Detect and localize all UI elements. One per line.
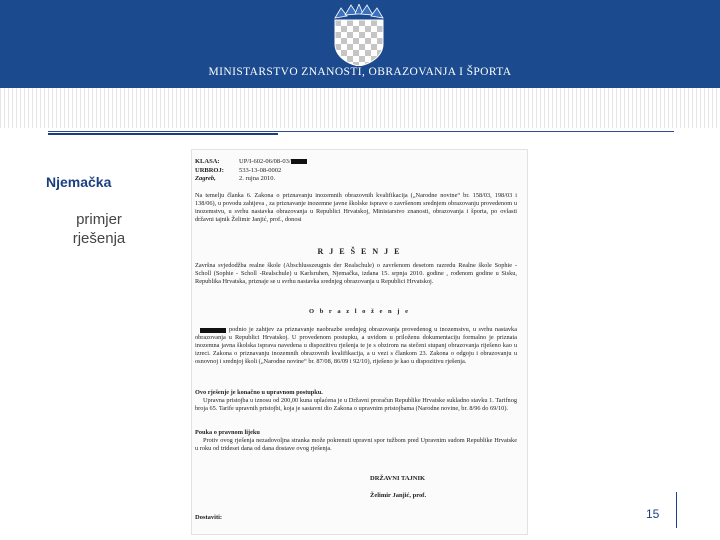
title-rule xyxy=(48,131,674,132)
decorative-stripes xyxy=(0,88,720,128)
fee-note: Upravna pristojba u iznosu od 200,00 kuna uplaćena je u Državni proračun Republike Hrvatske sukladno stavku 1. Tarifnog broja 65. Tarife upravnih pristojbi, koja je sastavni dio Zakona o upravnim pristojbama (Narodne novine, br. 8/96 do 69/10). xyxy=(195,397,517,412)
urbroj-label: URBROJ: xyxy=(195,166,224,174)
klasa-label: KLASA: xyxy=(195,158,220,165)
delivery-label: Dostaviti: xyxy=(195,514,223,521)
slide-subtitle-line2: rješenja xyxy=(72,230,126,247)
header-band xyxy=(0,0,720,88)
document-decision: Završna svjedodžba realne škole (Abschlusszeugnis der Realschule) o završenom desetom razredu Realne škole Sophie - Scholl (Sophie - Scholl -Realschule) u Karlsruhen, Njemačka, izdana 15. srpnja 2010. godine , rođenom godine u Sisku, Republika Hrvatska, priznaje se u svrhu nastavka srednjeg obrazovanja u Republici Hrvatskoj. xyxy=(195,262,517,285)
document-subheading: O b r a z l o ž e n j e xyxy=(309,308,410,315)
signatory-title: DRŽAVNI TAJNIK xyxy=(370,475,426,482)
document-header xyxy=(195,158,307,184)
place-label: Zagreb, xyxy=(195,175,216,182)
document-preamble: Na temelju članka 6. Zakona o priznavanju inozemnih obrazovnih kvalifikacija („Narodne novine“ br. 158/03, 198/03 i 138/06), u povodu zahtjeva , za priznavanje inozemne javne školske isprave o završenom srednjem obrazovanju provedenom u inozemstvu, u svrhu nastavka obrazovanja u Republici Hrvatskoj, Ministarstvo znanosti, obrazovanja i športa, po ovlasti državni tajnik Želimir Janjić, prof., donosi xyxy=(195,192,517,223)
document-reasoning: podnio je zahtjev za priznavanje naobrazbe srednjeg obrazovanja provedenog u inozemstvu, u svrhu nastavka obrazovanja u Republici Hrvatskoj. U provedenom postupku, a uvidom u priloženu dokumentaciju formalno je priznata inozemna javna školska isprava navedena u dispozitivu rješenja te je s obzirom na stečeni stupanj obrazovanja riješeno kao u izreci. Zakona o priznavanju inozemnih obrazovnih kvalifikacija, a u vezi s člankom 23. Zakona o odgoju i obrazovanju u osnovnoj i srednjoj školi („Narodne novine“ br. 87/08, 86/09 i 92/10), riješeno je kao u dispozitivu rješenja. xyxy=(195,326,517,365)
signatory-name: Želimir Janjić, prof. xyxy=(370,492,427,499)
legal-remedy-note: Protiv ovog rješenja nezadovoljna stranka može pokrenuti upravni spor tužbom pred Upravnim sudom Republike Hrvatske u roku od trideset dana od dana dostave ovog rješenja. xyxy=(195,437,517,452)
title-rule-accent xyxy=(48,133,278,135)
document-heading: R J E Š E N J E xyxy=(317,247,402,256)
page-number: 15 xyxy=(646,507,660,521)
klasa-value: UP/I-602-06/08-03/ xyxy=(239,158,291,165)
slide-subtitle-line1: primjer xyxy=(76,211,122,228)
scanned-decision-document xyxy=(192,150,527,534)
finality-note: Ovo rješenje je konačno u upravnom postupku. xyxy=(195,389,323,396)
legal-remedy-heading: Pouka o pravnom lijeku xyxy=(195,429,260,436)
corner-line xyxy=(676,492,677,528)
slide-title: Njemačka xyxy=(46,174,112,190)
ministry-name: MINISTARSTVO ZNANOSTI, OBRAZOVANJA I ŠPORTA xyxy=(208,66,512,78)
slide-subtitle xyxy=(44,210,154,248)
redaction-bar xyxy=(291,159,307,164)
redaction-bar xyxy=(200,328,226,333)
urbroj-value: 533-13-08-0002 xyxy=(239,166,282,174)
croatian-coat-of-arms-icon xyxy=(331,4,387,66)
place-date: 2. rujna 2010. xyxy=(239,175,276,182)
